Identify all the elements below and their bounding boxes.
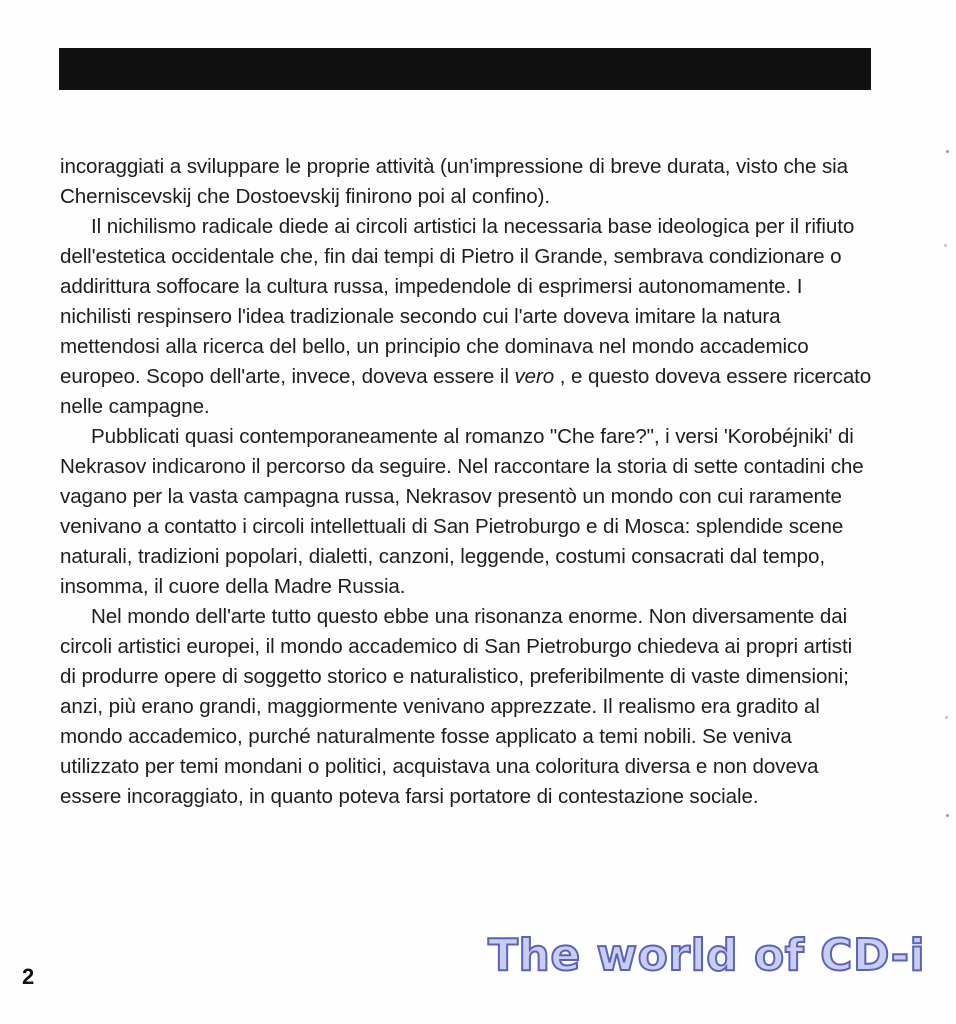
scan-speck (946, 150, 949, 153)
paragraph-3: Pubblicati quasi contemporaneamente al romanzo "Che fare?", i versi 'Korobéjniki' di Nekrasov indicarono il percorso da seguire. Nel raccontare la storia di sette contadini che vagano per la vasta campagna russa, Nekrasov presentò un mondo con cui raramente venivano a contatto i circoli intellettuali di San Pietroburgo e di Mosca: splendide scene naturali, tradizioni popolari, dialetti, canzoni, leggende, costumi consacrati dal tempo, insomma, il cuore della Madre Russia. (60, 425, 864, 598)
emphasis-vero: vero (514, 365, 555, 388)
header-bar (59, 48, 871, 90)
paragraph-2-text-a: Il nichilismo radicale diede ai circoli artistici la necessaria base ideologica per il rifiuto dell'estetica occidentale che, fin dai tempi di Pietro il Grande, sembrava condizionare o addirittura soffocare la cultura russa, impedendole di esprimersi autonomamente. I nichilisti respinsero l'idea tradizionale secondo cui l'arte doveva imitare la natura mettendosi alla ricerca del bello, un principio che dominava nel mondo accademico europeo. Scopo dell'arte, invece, doveva essere il (60, 215, 855, 388)
article-body (60, 152, 872, 812)
paragraph-2-text-b: , e questo doveva essere ricercato nelle campagne. (60, 365, 872, 418)
scan-speck (945, 716, 948, 719)
watermark-logo: The world of CD-i (488, 930, 926, 981)
scan-speck (944, 244, 947, 247)
paragraph-2 (60, 212, 872, 422)
paragraph-4: Nel mondo dell'arte tutto questo ebbe una risonanza enorme. Non diversamente dai circoli artistici europei, il mondo accademico di San Pietroburgo chiedeva ai propri artisti di produrre opere di soggetto storico e naturalistico, preferibilmente di vaste dimensioni; anzi, più erano grandi, maggiormente venivano apprezzate. Il realismo era gradito al mondo accademico, purché naturalmente fosse applicato a temi nobili. Se veniva utilizzato per temi mondani o politici, acquistava una coloritura diversa e non doveva essere incoraggiato, in quanto poteva farsi portatore di contestazione sociale. (60, 605, 853, 808)
scan-speck (946, 814, 949, 817)
paragraph-1: incoraggiati a sviluppare le proprie attività (un'impressione di breve durata, visto che sia Cherniscevskij che Dostoevskij finirono poi al confino). (60, 155, 849, 208)
page-number: 2 (22, 964, 35, 989)
